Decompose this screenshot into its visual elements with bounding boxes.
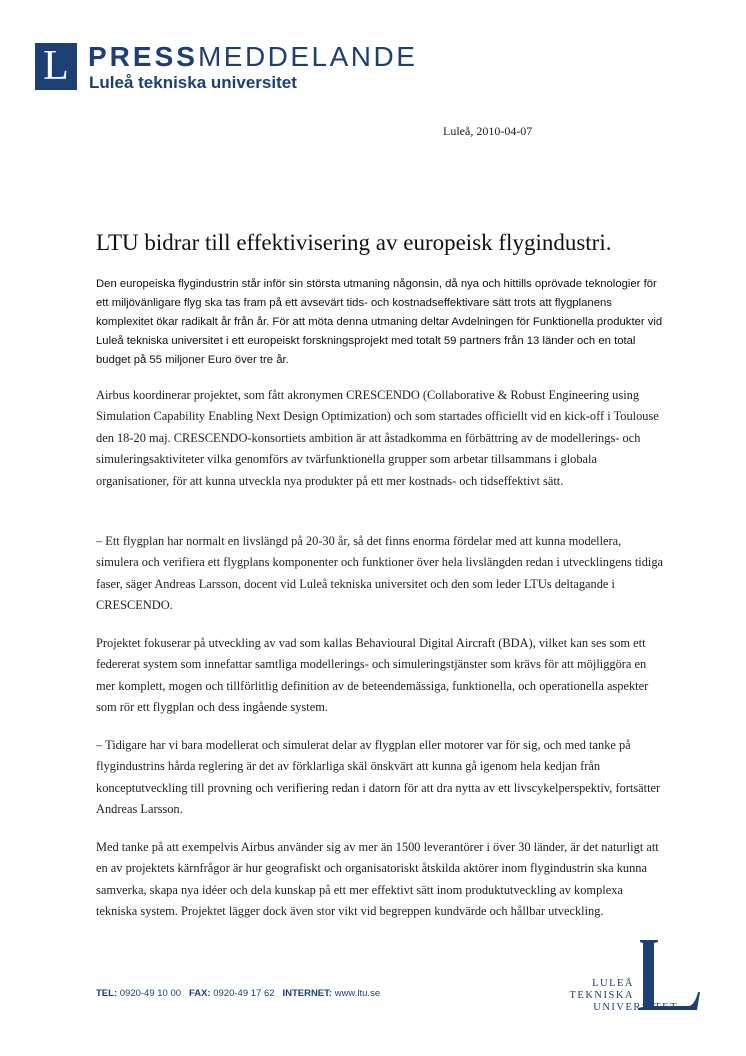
body-paragraph-5: Med tanke på att exempelvis Airbus använder sig av mer än 1500 leverantörer i över 30 länder, är det naturligt att en av projektets kärnfrågor är hur geografiskt och organisatoriskt åtskilda aktörer inom flygindustrin ska kunna samverka, skapa nya idéer och dela kunskap på ett mer effektivt sätt inom produktutveckling av komplexa tekniska system. Projektet lägger dock även stor vikt vid begreppen kundvärde och hållbar utveckling. xyxy=(96,840,659,919)
university-logo xyxy=(560,938,700,1018)
university-logo-line2: TEKNISKA xyxy=(569,990,634,1001)
university-logo-line1: LULEÅ xyxy=(592,978,634,989)
footer-tel-label: TEL: xyxy=(96,988,118,999)
header-title-bold: PRESS xyxy=(88,41,198,72)
footer-fax-label: FAX: xyxy=(188,988,211,999)
lead-paragraph: Den europeiska flygindustrin står inför sin största utmaning någonsin, då nya och hittills oprövade teknologier för ett miljövänligare flyg ska tas fram på ett avsevärt tids- och kostnadseffektivare sätt trots att flygplanens komplexitet ökar radikalt år från år. För att möta denna utmaning deltar Avdelningen för Funktionella produkter vid Luleå tekniska universitet i ett europeiskt forskningsprojekt med totalt 59 partners från 13 länder och en total budget på 55 miljoner Euro över tre år. xyxy=(96,278,663,366)
body-paragraph-4: – Tidigare har vi bara modellerat och simulerat delar av flygplan eller motorer var för sig, och med tanke på flygindustrins hårda reglering är det av förklarliga skäl önskvärt att kunna gå igenom hela kedjan från konceptutveckling till provning och verifiering redan i datorn för att dra nytta av ett livscykelperspektiv, fortsätter Andreas Larsson. xyxy=(96,738,661,817)
footer-internet-label: INTERNET: xyxy=(282,988,333,999)
page-title: LTU bidrar till effektivisering av europeisk flygindustri. xyxy=(96,230,612,255)
header-logo-letter: L xyxy=(43,43,69,89)
body-paragraph-1: Airbus koordinerar projektet, som fått akronymen CRESCENDO (Collaborative & Robust Engineering using Simulation Capability Enabling Next Design Optimization) och som startades officiellt vid en kick-off i Toulouse den 18-20 maj. CRESCENDO-konsortiets ambition är att åstadkomma en förbättring av de modellerings- och simuleringsaktiviteter vilka genomförs av tvärfunktionella grupper som arbetar tillsammans i globala organisationer, för att kunna utveckla nya produkter på ett mer kostnads- och tidseffektivt sätt. xyxy=(96,388,659,488)
header-logo-box xyxy=(35,43,77,90)
header-title xyxy=(88,40,417,74)
dateline: Luleå, 2010-04-07 xyxy=(443,124,533,138)
footer-tel-value: 0920-49 10 00 xyxy=(119,988,182,999)
body-paragraph-2: – Ett flygplan har normalt en livslängd på 20-30 år, så det finns enorma fördelar med att kunna modellera, simulera och verifiera ett flygplans komponenter och funktioner över hela livslängden redan i utvecklingens tidiga faser, säger Andreas Larsson, docent vid Luleå tekniska universitet och den som leder LTUs deltagande i CRESCENDO. xyxy=(96,534,664,613)
university-logo-l-shape xyxy=(638,940,700,1010)
header-title-light: MEDDELANDE xyxy=(197,41,418,72)
header-subtitle: Luleå tekniska universitet xyxy=(89,73,297,92)
body-paragraph-3: Projektet fokuserar på utveckling av vad som kallas Behavioural Digital Aircraft (BDA), vilket kan ses som ett federerat system som innefattar samtliga modellerings- och simuleringstjänster som krävs för att möjliggöra en mer komplett, mogen och tillförlitlig definition av de beteendemässiga, funktionella, och operationella aspekter som rör ett flygplan och dess ingående system. xyxy=(96,636,649,715)
university-logo-line3: UNIVERSITET xyxy=(593,1002,678,1013)
footer-fax-value: 0920-49 17 62 xyxy=(213,988,275,999)
footer-internet-link[interactable]: www.ltu.se xyxy=(334,988,381,999)
footer-contact xyxy=(96,988,380,999)
